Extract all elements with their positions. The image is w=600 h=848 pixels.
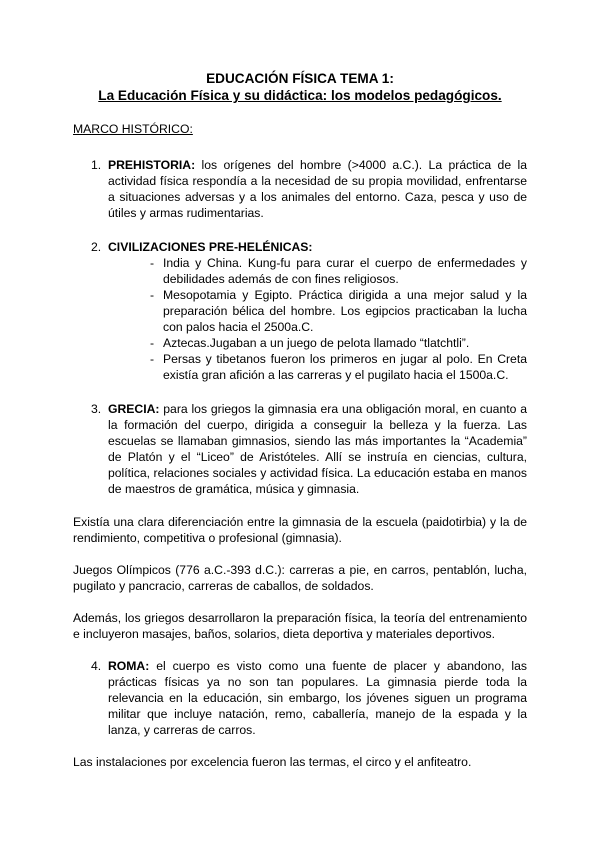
sub-list xyxy=(108,255,527,383)
paragraph-preparacion-fisica: Además, los griegos desarrollaron la preparación física, la teoría del entrenamiento e incluyeron masajes, baños, solarios, dieta deportiva y materiales deportivos. xyxy=(73,611,527,641)
sub-item-text: India y China. Kung-fu para curar el cuerpo de enfermedades y debilidades además de con fines religiosos. xyxy=(163,256,527,286)
sub-list-item xyxy=(150,351,527,383)
item-text: para los griegos la gimnasia era una obligación moral, en cuanto a la formación del cuerpo, dirigida a conseguir la belleza y la fuerza. Las escuelas se llamaban gimnasios, siendo las más importantes la “Academia” de Platón y el “Liceo” de Aristóteles. Allí se instruía en ciencias, cultura, política, relaciones sociales y actividad física. La educación estaba en manos de maestros de gramática, música y gimnasia. xyxy=(108,402,527,496)
dash-marker: - xyxy=(150,256,155,270)
item-label: GRECIA: xyxy=(108,402,160,416)
item-text: el cuerpo es visto como una fuente de placer y abandono, las prácticas físicas ya no son tan populares. La gimnasia pierde toda la relevancia en la educación, sin embargo, los jóvenes siguen un programa militar que incluye natación, remo, caballería, manejo de la espada y la lanza, y carreras de carros. xyxy=(108,659,527,737)
dash-marker: - xyxy=(150,336,155,350)
sub-item-text: Mesopotamia y Egipto. Práctica dirigida a una mejor salud y la preparación bélica del hombre. Los egipcios practicaban la lucha con palos hacia el 2500a.C. xyxy=(163,288,527,334)
sub-list-item xyxy=(150,335,527,351)
item-number: 3. xyxy=(91,402,102,416)
dash-marker: - xyxy=(150,352,155,366)
list-item-civilizaciones xyxy=(73,239,527,383)
item-number: 4. xyxy=(91,659,102,673)
list-item-grecia xyxy=(73,401,527,497)
paragraph-diferenciacion: Existía una clara diferenciación entre la gimnasia de la escuela (paidotirbia) y la de rendimiento, competitiva o profesional (gimnasia). xyxy=(73,515,527,545)
list-item-roma xyxy=(73,658,527,738)
item-label: PREHISTORIA: xyxy=(108,158,196,172)
list-item-prehistoria xyxy=(73,157,527,221)
paragraph-juegos-olimpicos: Juegos Olímpicos (776 a.C.-393 d.C.): carreras a pie, en carros, pentablón, lucha, pugilato y pancracio, carreras de caballos, de soldados. xyxy=(73,563,527,593)
sub-item-text: Persas y tibetanos fueron los primeros en jugar al polo. En Creta existía gran afición a las carreras y el pugilato hacia el 1500a.C. xyxy=(163,352,527,382)
item-label: CIVILIZACIONES PRE-HELÉNICAS: xyxy=(108,240,313,254)
item-label: ROMA: xyxy=(108,659,150,673)
sub-list-item xyxy=(150,255,527,287)
document-title: EDUCACIÓN FÍSICA TEMA 1: xyxy=(206,71,394,86)
item-number: 1. xyxy=(91,158,102,172)
document-subtitle: La Educación Física y su didáctica: los modelos pedagógicos. xyxy=(98,88,502,103)
sub-list-item xyxy=(150,287,527,335)
item-text: los orígenes del hombre (>4000 a.C.). La práctica de la actividad física respondía a la necesidad de su propia movilidad, enfrentarse a situaciones adversas y a los animales del entorno. Caza, pesca y uso de útiles y armas rudimentarias. xyxy=(108,158,527,220)
item-number: 2. xyxy=(91,240,102,254)
section-heading: MARCO HISTÓRICO: xyxy=(73,122,193,136)
sub-item-text: Aztecas.Jugaban a un juego de pelota llamado “tlatchtli”. xyxy=(163,336,470,350)
document-page xyxy=(73,70,527,786)
paragraph-instalaciones: Las instalaciones por excelencia fueron las termas, el circo y el anfiteatro. xyxy=(73,755,472,769)
dash-marker: - xyxy=(150,288,155,302)
